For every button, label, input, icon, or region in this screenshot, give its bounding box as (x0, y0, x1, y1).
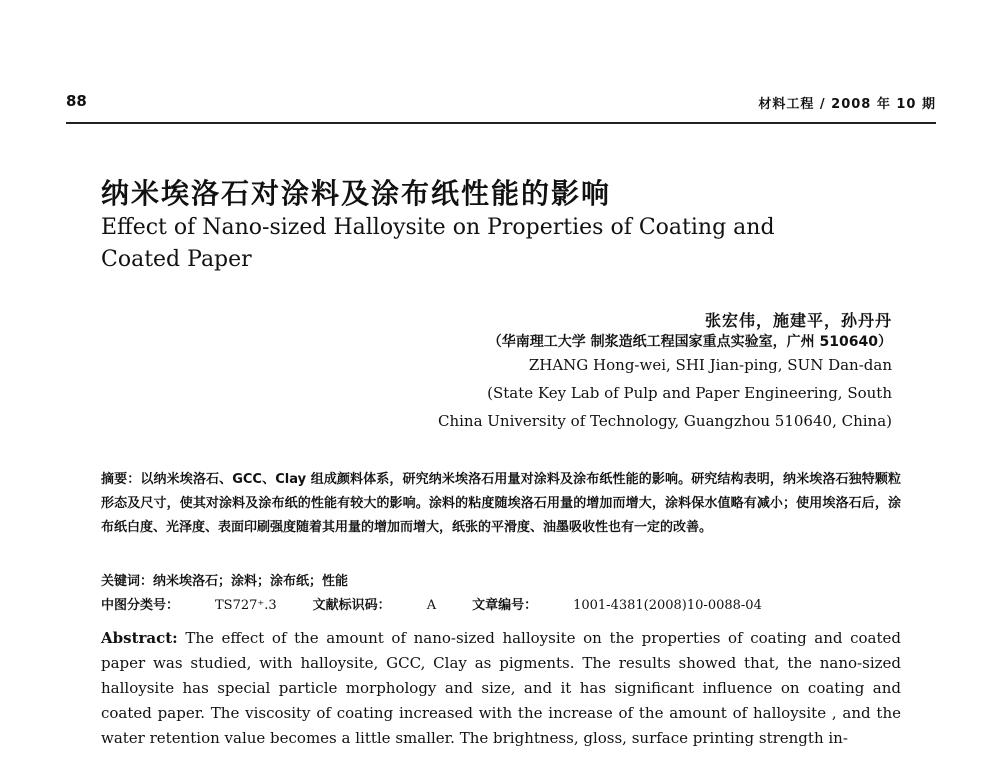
english-title: Effect of Nano-sized Halloysite on Properties of Coating and Coated Paper (101, 215, 775, 272)
classification-line (101, 594, 762, 618)
keywords-line (101, 570, 762, 594)
article-no-label: 文章编号： (472, 598, 538, 613)
running-head (66, 92, 936, 116)
article-metadata (101, 570, 762, 618)
clc-label: 中图分类号： (101, 598, 180, 613)
page-number: 88 (66, 92, 87, 110)
authors-english: ZHANG Hong-wei, SHI Jian-ping, SUN Dan-dan (528, 356, 892, 374)
abstract-english-text: The effect of the amount of nano-sized halloysite on the properties of coating and coated paper was studied, with halloysite, GCC, Clay as pigments. The results showed that, the nano-sized halloysite has special particle morphology and size, and it has significant influence on coating and coated paper. The viscosity of coating increased with the increase of the amount of halloysite , and the water retention value becomes a little smaller. The brightness, gloss, surface printing strength in- (101, 629, 901, 747)
clc-value: TS727⁺.3 (215, 598, 277, 613)
abstract-chinese-text: 以纳米埃洛石、GCC、Clay 组成颜料体系，研究纳米埃洛石用量对涂料及涂布纸性能的影响。研究结构表明，纳米埃洛石独特颗粒形态及尺寸，使其对涂料及涂布纸的性能有较大的影响。涂料的粘度随埃洛石用量的增加而增大，涂料保水值略有减小；使用埃洛石后，涂布纸白度、光泽度、表面印刷强度随着其用量的增加而增大，纸张的平滑度、油墨吸收性也有一定的改善。 (101, 472, 901, 535)
affiliation-chinese: （华南理工大学 制浆造纸工程国家重点实验室，广州 510640） (487, 334, 892, 350)
doc-code-label: 文献标识码： (312, 598, 391, 613)
article-no-value: 1001-4381(2008)10-0088-04 (573, 598, 762, 613)
doc-code-field (313, 598, 436, 613)
affiliation-english-line1: (State Key Lab of Pulp and Paper Engineering, South (487, 384, 892, 402)
affiliation-english-line2: China University of Technology, Guangzhou 510640, China) (437, 412, 892, 430)
header-rule (66, 122, 936, 124)
chinese-title: 纳米埃洛石对涂料及涂布纸性能的影响 (101, 177, 612, 210)
journal-info: 材料工程 / 2008 年 10 期 (758, 97, 936, 112)
keywords-text: 纳米埃洛石；涂料；涂布纸；性能 (153, 574, 349, 589)
abstract-chinese (101, 468, 901, 540)
article-no-field (472, 598, 762, 613)
authors-chinese: 张宏伟，施建平，孙丹丹 (704, 311, 892, 330)
abstract-chinese-label: 摘要： (101, 472, 141, 487)
clc-field (101, 598, 277, 613)
abstract-english-label: Abstract: (101, 629, 178, 647)
author-block (438, 308, 892, 435)
abstract-english (101, 626, 901, 751)
doc-code-value: A (426, 598, 437, 613)
keywords-label: 关键词： (101, 574, 154, 589)
